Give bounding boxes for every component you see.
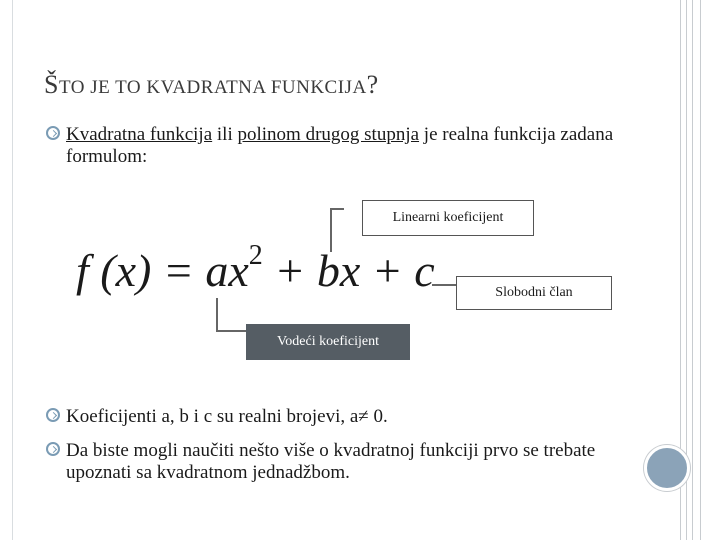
quadratic-formula: [76, 240, 435, 297]
title-end: ?: [366, 70, 379, 99]
callout-label: Slobodni član: [495, 285, 573, 300]
bullet-icon: [46, 442, 60, 456]
decor-circle: [644, 445, 690, 491]
slide-title: [44, 70, 379, 100]
title-rest: TO JE TO KVADRATNA FUNKCIJA: [58, 77, 367, 98]
bullet-text: ili: [212, 124, 238, 145]
title-first-letter: Š: [44, 70, 59, 99]
bullet-icon: [46, 408, 60, 422]
link-polinom[interactable]: polinom drugog stupnja: [237, 124, 420, 145]
callout-leading-coefficient: [246, 324, 410, 360]
left-border-line: [12, 0, 13, 540]
formula-exponent: 2: [248, 240, 263, 271]
decor-line: [700, 0, 701, 540]
bullet-learn-more: [46, 440, 626, 484]
callout-free-term: [456, 276, 612, 310]
connector-line: [432, 284, 456, 286]
decor-line: [692, 0, 693, 540]
callout-label: Vodeći koeficijent: [277, 334, 379, 349]
bullet-coefficients: [46, 406, 626, 428]
bullet-text: Koeficijenti a, b i c su realni brojevi, a≠ 0.: [66, 406, 388, 427]
callout-linear-coefficient: [362, 200, 534, 236]
formula-rhs: + bx + c: [262, 245, 435, 296]
bullet-icon: [46, 126, 60, 140]
callout-label: Linearni koeficijent: [392, 210, 504, 225]
bullet-text: Da biste mogli naučiti nešto više o kvadratnoj funkciji prvo se trebate upoznati sa kvadratnom jednadžbom.: [66, 440, 596, 483]
bullet-definition: [46, 124, 626, 168]
formula-lhs: f (x) = ax: [76, 245, 249, 296]
bullet-text: je realna funkcija zadana formulom:: [66, 124, 614, 167]
connector-line: [216, 298, 218, 332]
connector-line: [216, 330, 246, 332]
link-kvadratna-funkcija[interactable]: Kvadratna funkcija: [66, 124, 213, 145]
connector-line: [330, 208, 344, 210]
